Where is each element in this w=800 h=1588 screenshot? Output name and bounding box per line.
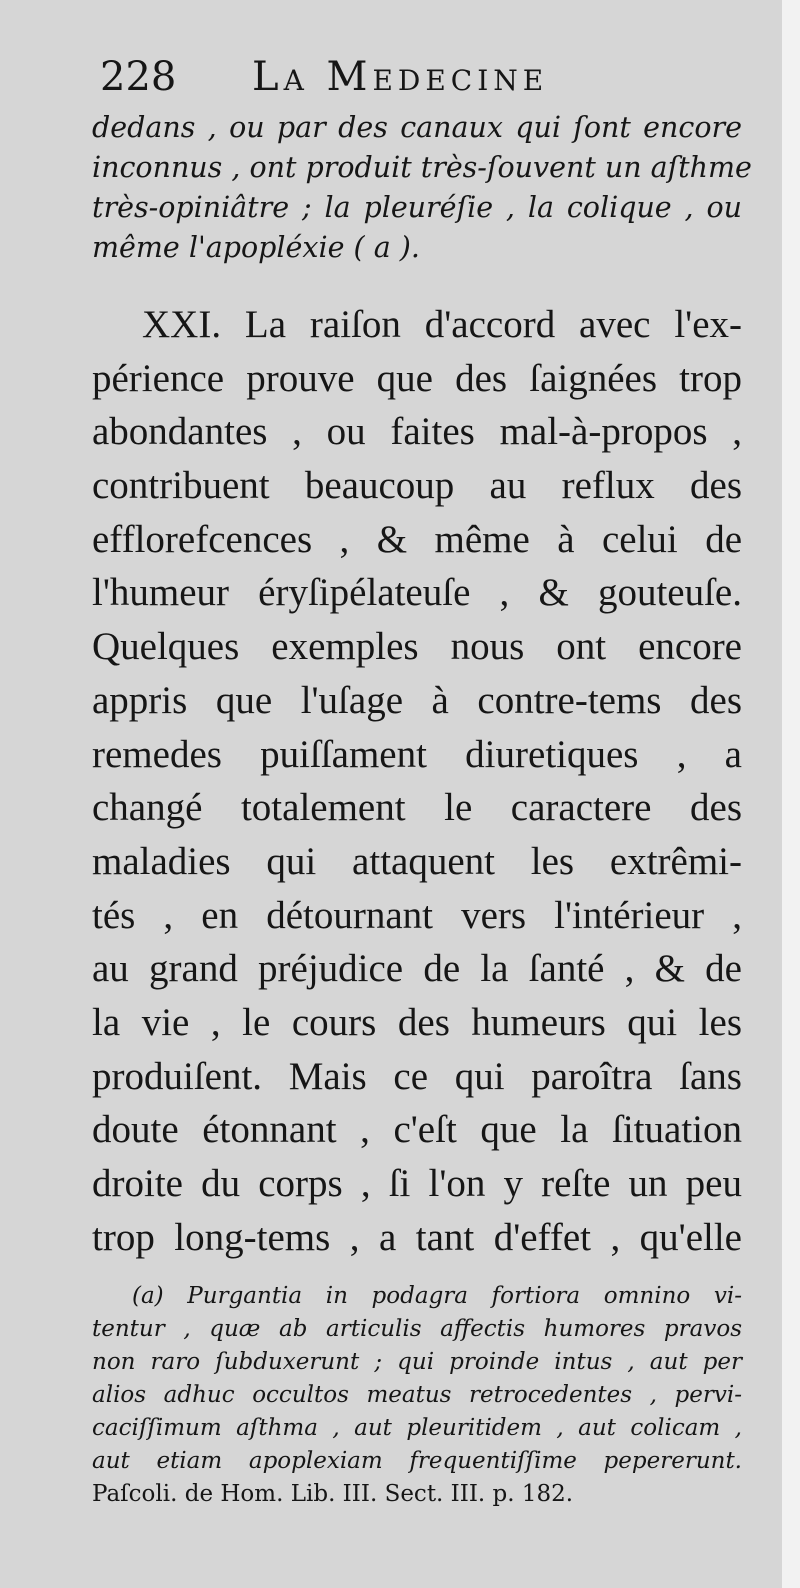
text-line: même l'apopléxie ( a ). — [92, 231, 420, 264]
footnote-line: caciſſimum aſthma , aut pleuritidem , aut colicam , — [92, 1415, 742, 1441]
previous-paragraph — [92, 108, 752, 268]
page-edge — [782, 0, 800, 1588]
text-line: XXI. La raiſon d'accord avec l'ex- — [142, 303, 742, 346]
text-line: inconnus , ont produit très-ſouvent un aſthme — [92, 151, 752, 184]
text-line: contribuent beaucoup au reflux des — [92, 464, 742, 508]
text-line: trop long-tems , a tant d'effet , qu'elle — [92, 1215, 742, 1259]
text-line: maladies qui attaquent les extrêmi- — [92, 839, 742, 883]
text-line: abondantes , ou faites mal-à-propos , — [92, 410, 742, 454]
footnote-line: alios adhuc occultos meatus retrocedentes , pervi- — [92, 1382, 742, 1408]
footnote — [92, 1280, 742, 1511]
text-line: périence prouve que des ſaignées trop — [92, 356, 742, 400]
text-line: très-opiniâtre ; la pleuréſie , la colique , ou — [92, 191, 742, 224]
footnote-line: tentur , quæ ab articulis affectis humores pravos — [92, 1316, 742, 1342]
text-line: droite du corps , ſi l'on y reſte un peu — [92, 1162, 742, 1205]
text-line: efflorefcences , & même à celui de — [92, 517, 742, 561]
text-line: la vie , le cours des humeurs qui les — [92, 1000, 742, 1044]
footnote-line: aut etiam apoplexiam frequentiſſime pepererunt. — [92, 1448, 742, 1474]
footnote-citation: Paſcoli. de Hom. Lib. III. Sect. III. p. 182. — [92, 1481, 574, 1507]
page-header — [92, 52, 742, 102]
footnote-line: non raro ſubduxerunt ; qui proinde intus , aut per — [92, 1349, 742, 1375]
text-line: doute étonnant , c'eſt que la ſituation — [92, 1108, 742, 1152]
text-line: changé totalement le caractere des — [92, 786, 742, 830]
text-line: tés , en détournant vers l'intérieur , — [92, 893, 742, 937]
text-line: appris que l'uſage à contre-tems des — [92, 678, 742, 722]
footnote-line: (a) Purgantia in podagra fortiora omnino vi- — [132, 1283, 742, 1309]
running-title: La Medecine — [252, 54, 549, 100]
text-line: dedans , ou par des canaux qui ſont encore — [92, 111, 742, 144]
page-number: 228 — [100, 54, 177, 100]
text-line: Quelques exemples nous ont encore — [92, 625, 742, 669]
text-line: au grand préjudice de la ſanté , & de — [92, 947, 742, 991]
text-line: l'humeur éryſipélateuſe , & gouteuſe. — [92, 571, 742, 615]
text-line: remedes puiſſament diuretiques , a — [92, 732, 742, 776]
text-line: produiſent. Mais ce qui paroîtra ſans — [92, 1054, 742, 1098]
paragraph-xxi — [92, 298, 742, 1264]
